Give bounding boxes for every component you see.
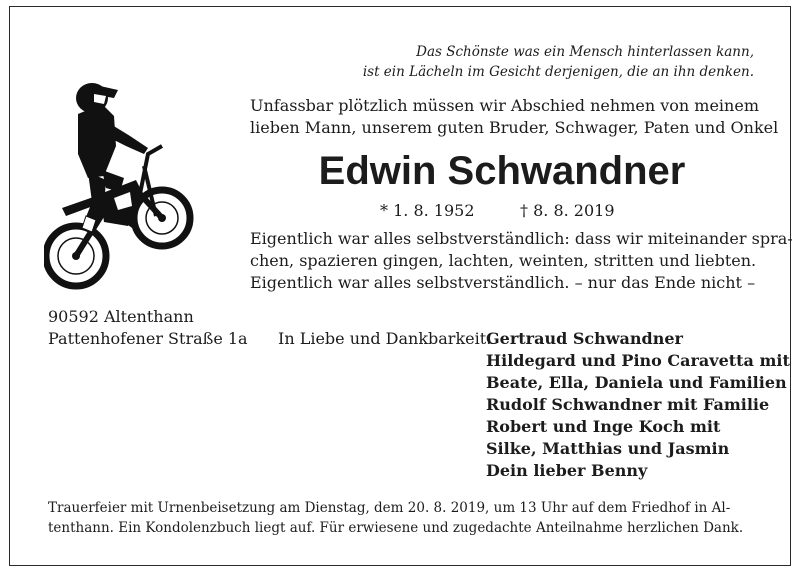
- mourner-entry: Silke, Matthias und Jasmin: [486, 439, 730, 458]
- intro-line: lieben Mann, unserem guten Bruder, Schwager, Paten und Onkel: [250, 118, 779, 137]
- intro-line: Unfassbar plötzlich müssen wir Abschied nehmen von meinem: [250, 96, 759, 115]
- mourner-entry: Rudolf Schwandner mit Familie: [486, 395, 770, 414]
- funeral-info-line: Trauerfeier mit Urnenbeisetzung am Dienstag, dem 20. 8. 2019, um 13 Uhr auf dem Friedhof in Al-: [48, 500, 731, 516]
- verse-line: chen, spazieren gingen, lachten, weinten, stritten und liebten.: [250, 251, 757, 270]
- motto-line: ist ein Lächeln im Gesicht derjenigen, die an ihn denken.: [362, 64, 754, 80]
- funeral-info-line: tenthann. Ein Kondolenzbuch liegt auf. Für erwiesene und zugedachte Anteilnahme herzlichen Dank.: [48, 520, 744, 536]
- mourner-entry: Dein lieber Benny: [486, 461, 648, 480]
- mourner-entry: Robert und Inge Koch mit: [486, 417, 721, 436]
- family-address: [48, 306, 248, 350]
- motocross-rider-icon: [44, 76, 204, 296]
- verse-line: Eigentlich war alles selbstverständlich: dass wir miteinander spra-: [250, 229, 793, 248]
- mourners-list: [486, 328, 790, 482]
- birth-date: * 1. 8. 1952: [380, 201, 475, 220]
- verse-line: Eigentlich war alles selbstverständlich. – nur das Ende nicht –: [250, 273, 756, 292]
- intro-text: [250, 95, 779, 139]
- address-city: 90592 Altenthann: [48, 307, 194, 326]
- life-dates: [380, 200, 640, 222]
- mourner-entry: Beate, Ella, Daniela und Familien: [486, 373, 787, 392]
- mourner-entry: Hildegard und Pino Caravetta mit: [486, 351, 790, 370]
- mourner-entry: Gertraud Schwandner: [486, 329, 683, 348]
- death-date: † 8. 8. 2019: [520, 201, 615, 220]
- gratitude-label: In Liebe und Dankbarkeit:: [278, 329, 492, 348]
- funeral-info: [48, 498, 754, 538]
- motto-quote: [250, 42, 754, 82]
- motto-line: Das Schönste was ein Mensch hinterlassen kann,: [416, 44, 754, 60]
- deceased-name: Edwin Schwandner: [318, 149, 686, 193]
- verse-text: [250, 228, 793, 294]
- address-street: Pattenhofener Straße 1a: [48, 329, 248, 348]
